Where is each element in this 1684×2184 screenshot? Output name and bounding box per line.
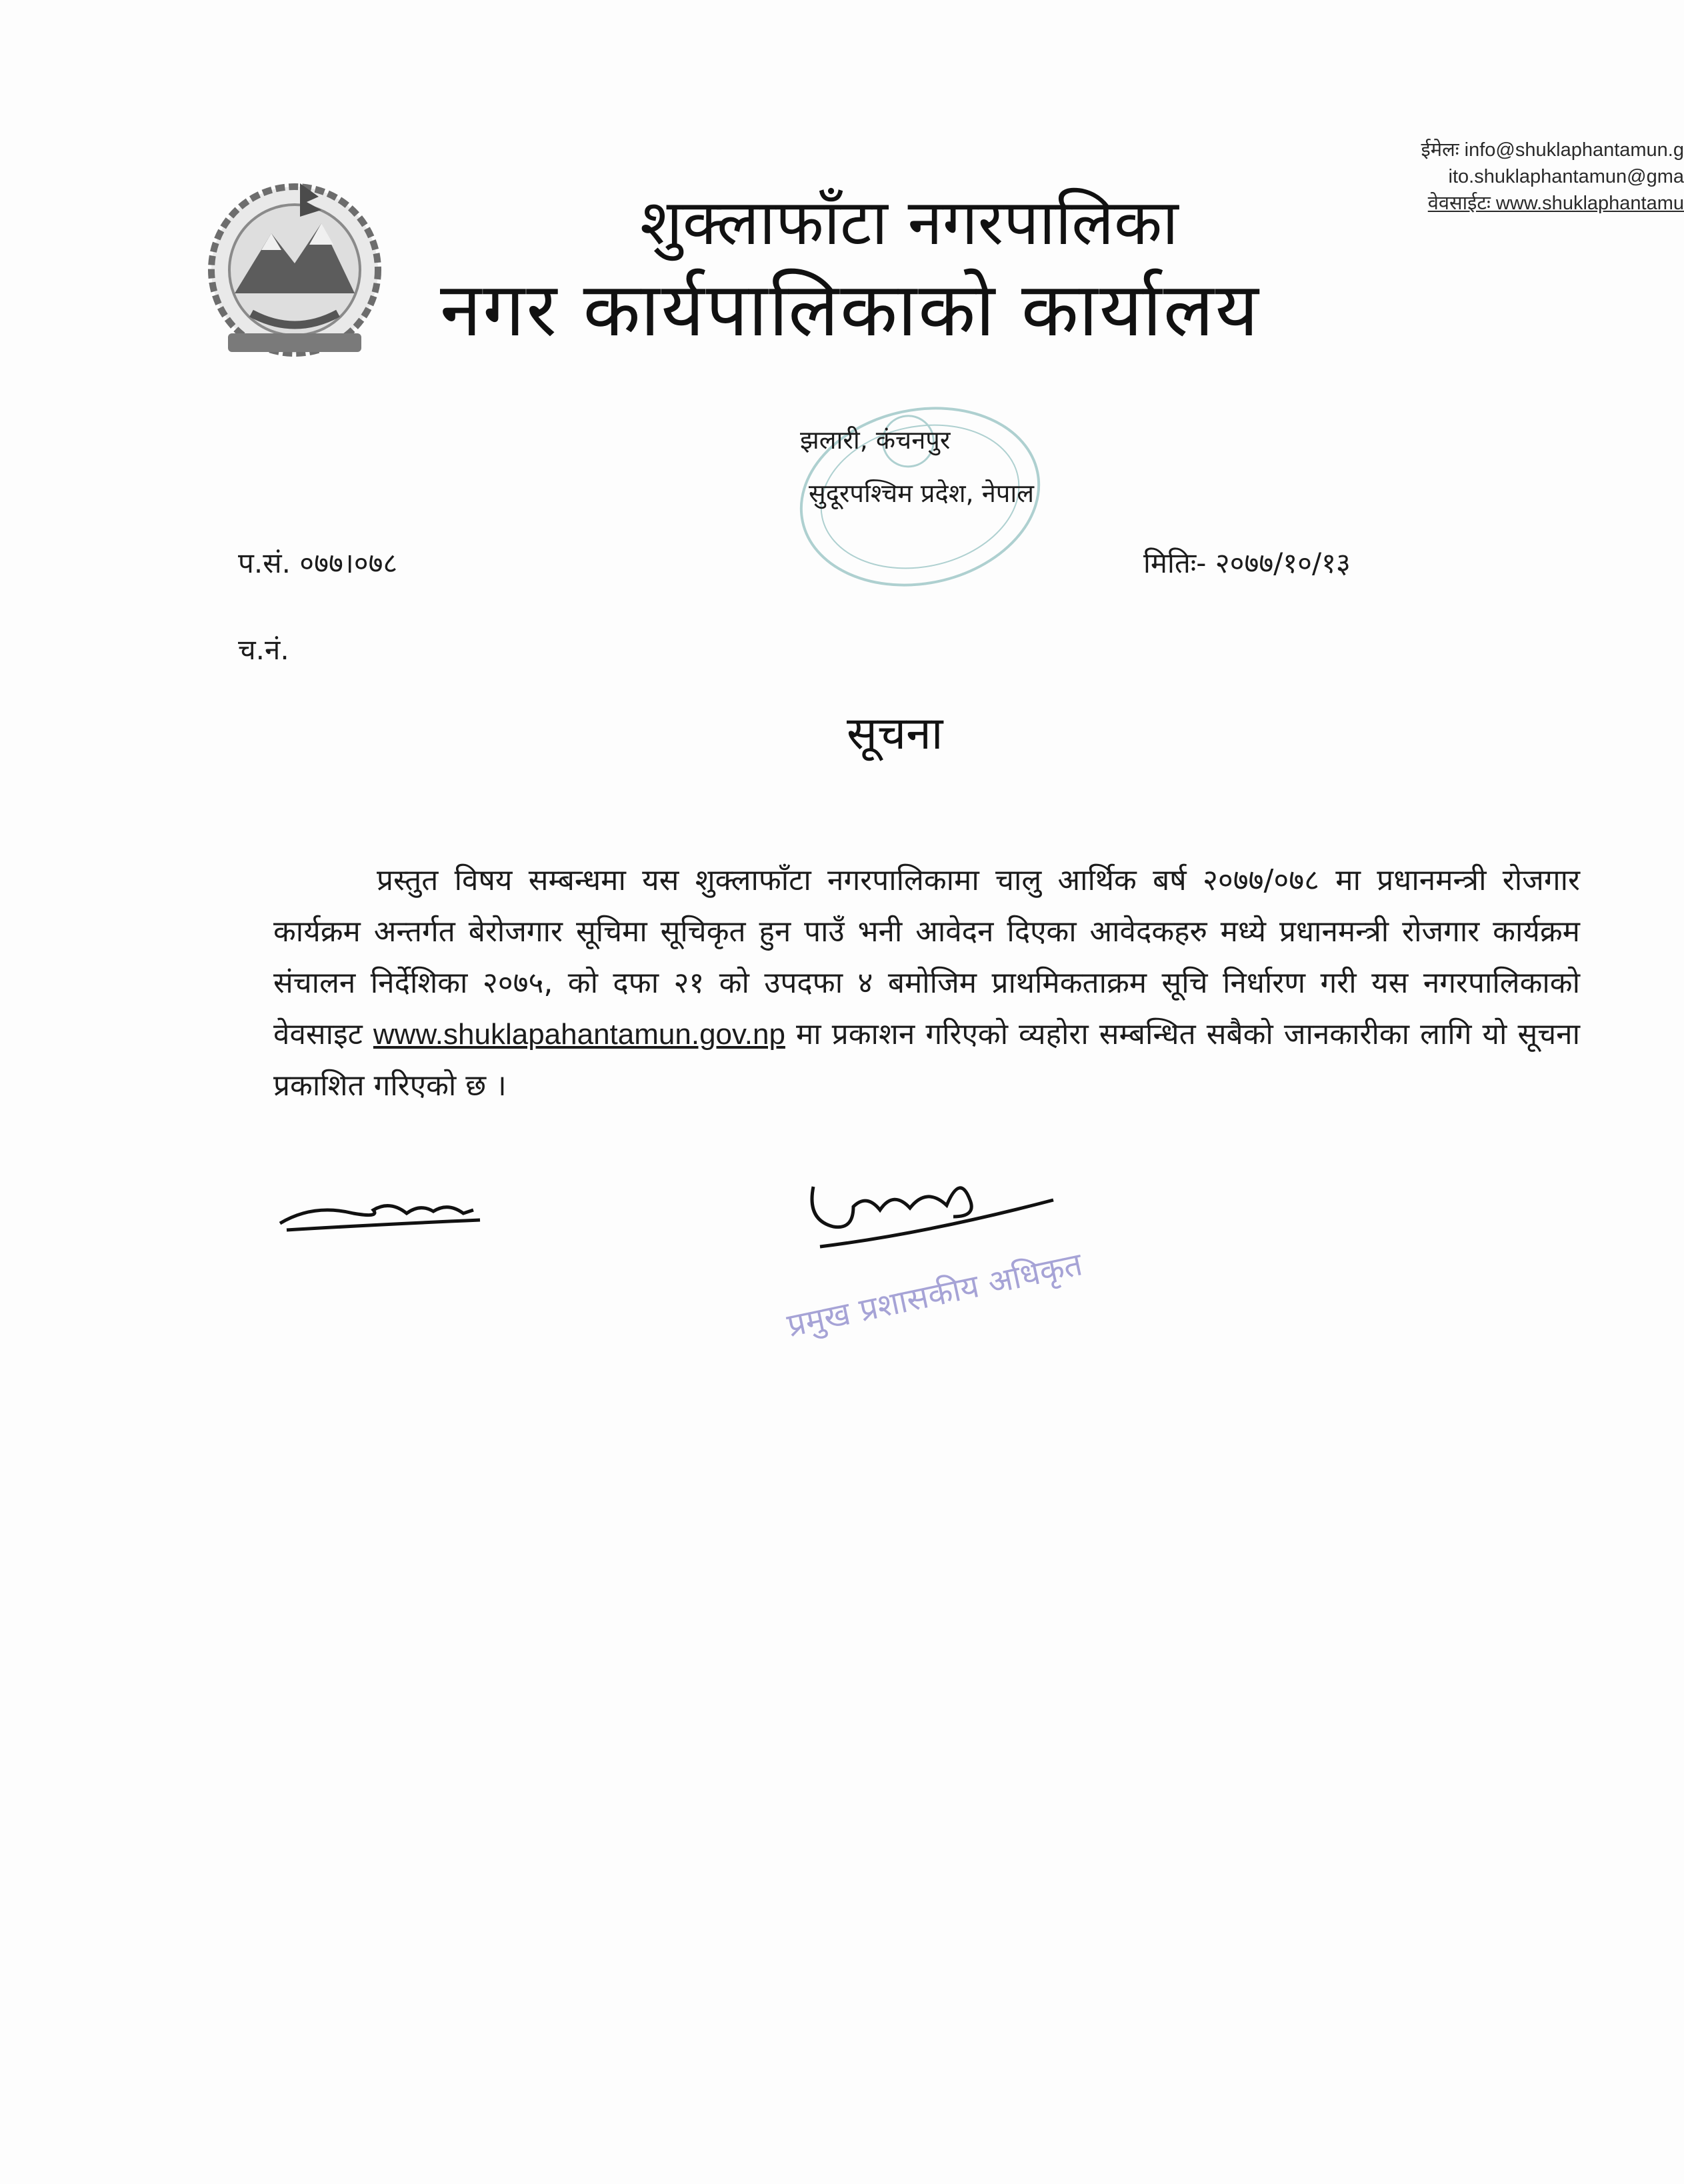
website-url-link[interactable]: www.shuklapahantamun.gov.np xyxy=(373,1018,785,1051)
reference-number: प.सं. ०७७।०७८ xyxy=(238,547,398,579)
officer-title-text: प्रमुख प्रशासकीय अधिकृत xyxy=(783,1245,1086,1345)
contact-info xyxy=(1270,137,1684,217)
address-block xyxy=(800,413,1034,520)
email-line: ईमेलः info@shuklaphantamun.g xyxy=(1421,139,1684,161)
notice-body xyxy=(273,855,1580,1111)
address-line-1: झलारी, कंचनपुर xyxy=(800,425,951,455)
notice-body-part-1: प्रस्तुत विषय सम्बन्धमा यस शुक्लाफाँटा नगरपालिकामा चालु आर्थिक बर्ष २०७७/०७८ मा प्रधानमन्त्री रोजगार कार्यक्रम अन्तर्गत बेरोजगार सूचिमा सूचिकृत हुन पाउँ भनी आवेदन दिएका आवेदकहरु मध्ये प्रधानमन्त्री रोजगार कार्यक्रम संचालन निर्देशिका २०७५, को दफा २१ को उपदफा ४ बमोजिम प्राथमिकताक्रम सूचि निर्धारण गरी यस नगरपालिकाको वेवसाइट xyxy=(273,863,1580,1051)
email-line-2: ito.shuklaphantamun@gma xyxy=(1448,166,1684,187)
notice-body-part-2: मा प्रकाशन गरिएको व्यहोरा सम्बन्धित सबैको जानकारीका लागि यो सूचना प्रकाशित गरिएको छ । xyxy=(273,1017,1580,1103)
handwritten-signature-left xyxy=(273,1183,487,1243)
nepal-emblem-logo xyxy=(188,170,401,370)
officer-title-stamp xyxy=(783,1220,1157,1353)
date: मितिः- २०७७/१०/१३ xyxy=(1143,547,1351,579)
website-link[interactable]: वेवसाईटः www.shuklaphantamu xyxy=(1427,193,1684,214)
dispatch-number: च.नं. xyxy=(238,633,289,666)
office-name: नगर कार्यपालिकाको कार्यालय xyxy=(440,267,1260,353)
municipality-name: शुक्लाफाँटा नगरपालिका xyxy=(640,187,1179,259)
notice-heading: सूचना xyxy=(847,707,943,760)
address-line-2: सुदूरपश्चिम प्रदेश, नेपाल xyxy=(809,479,1034,508)
